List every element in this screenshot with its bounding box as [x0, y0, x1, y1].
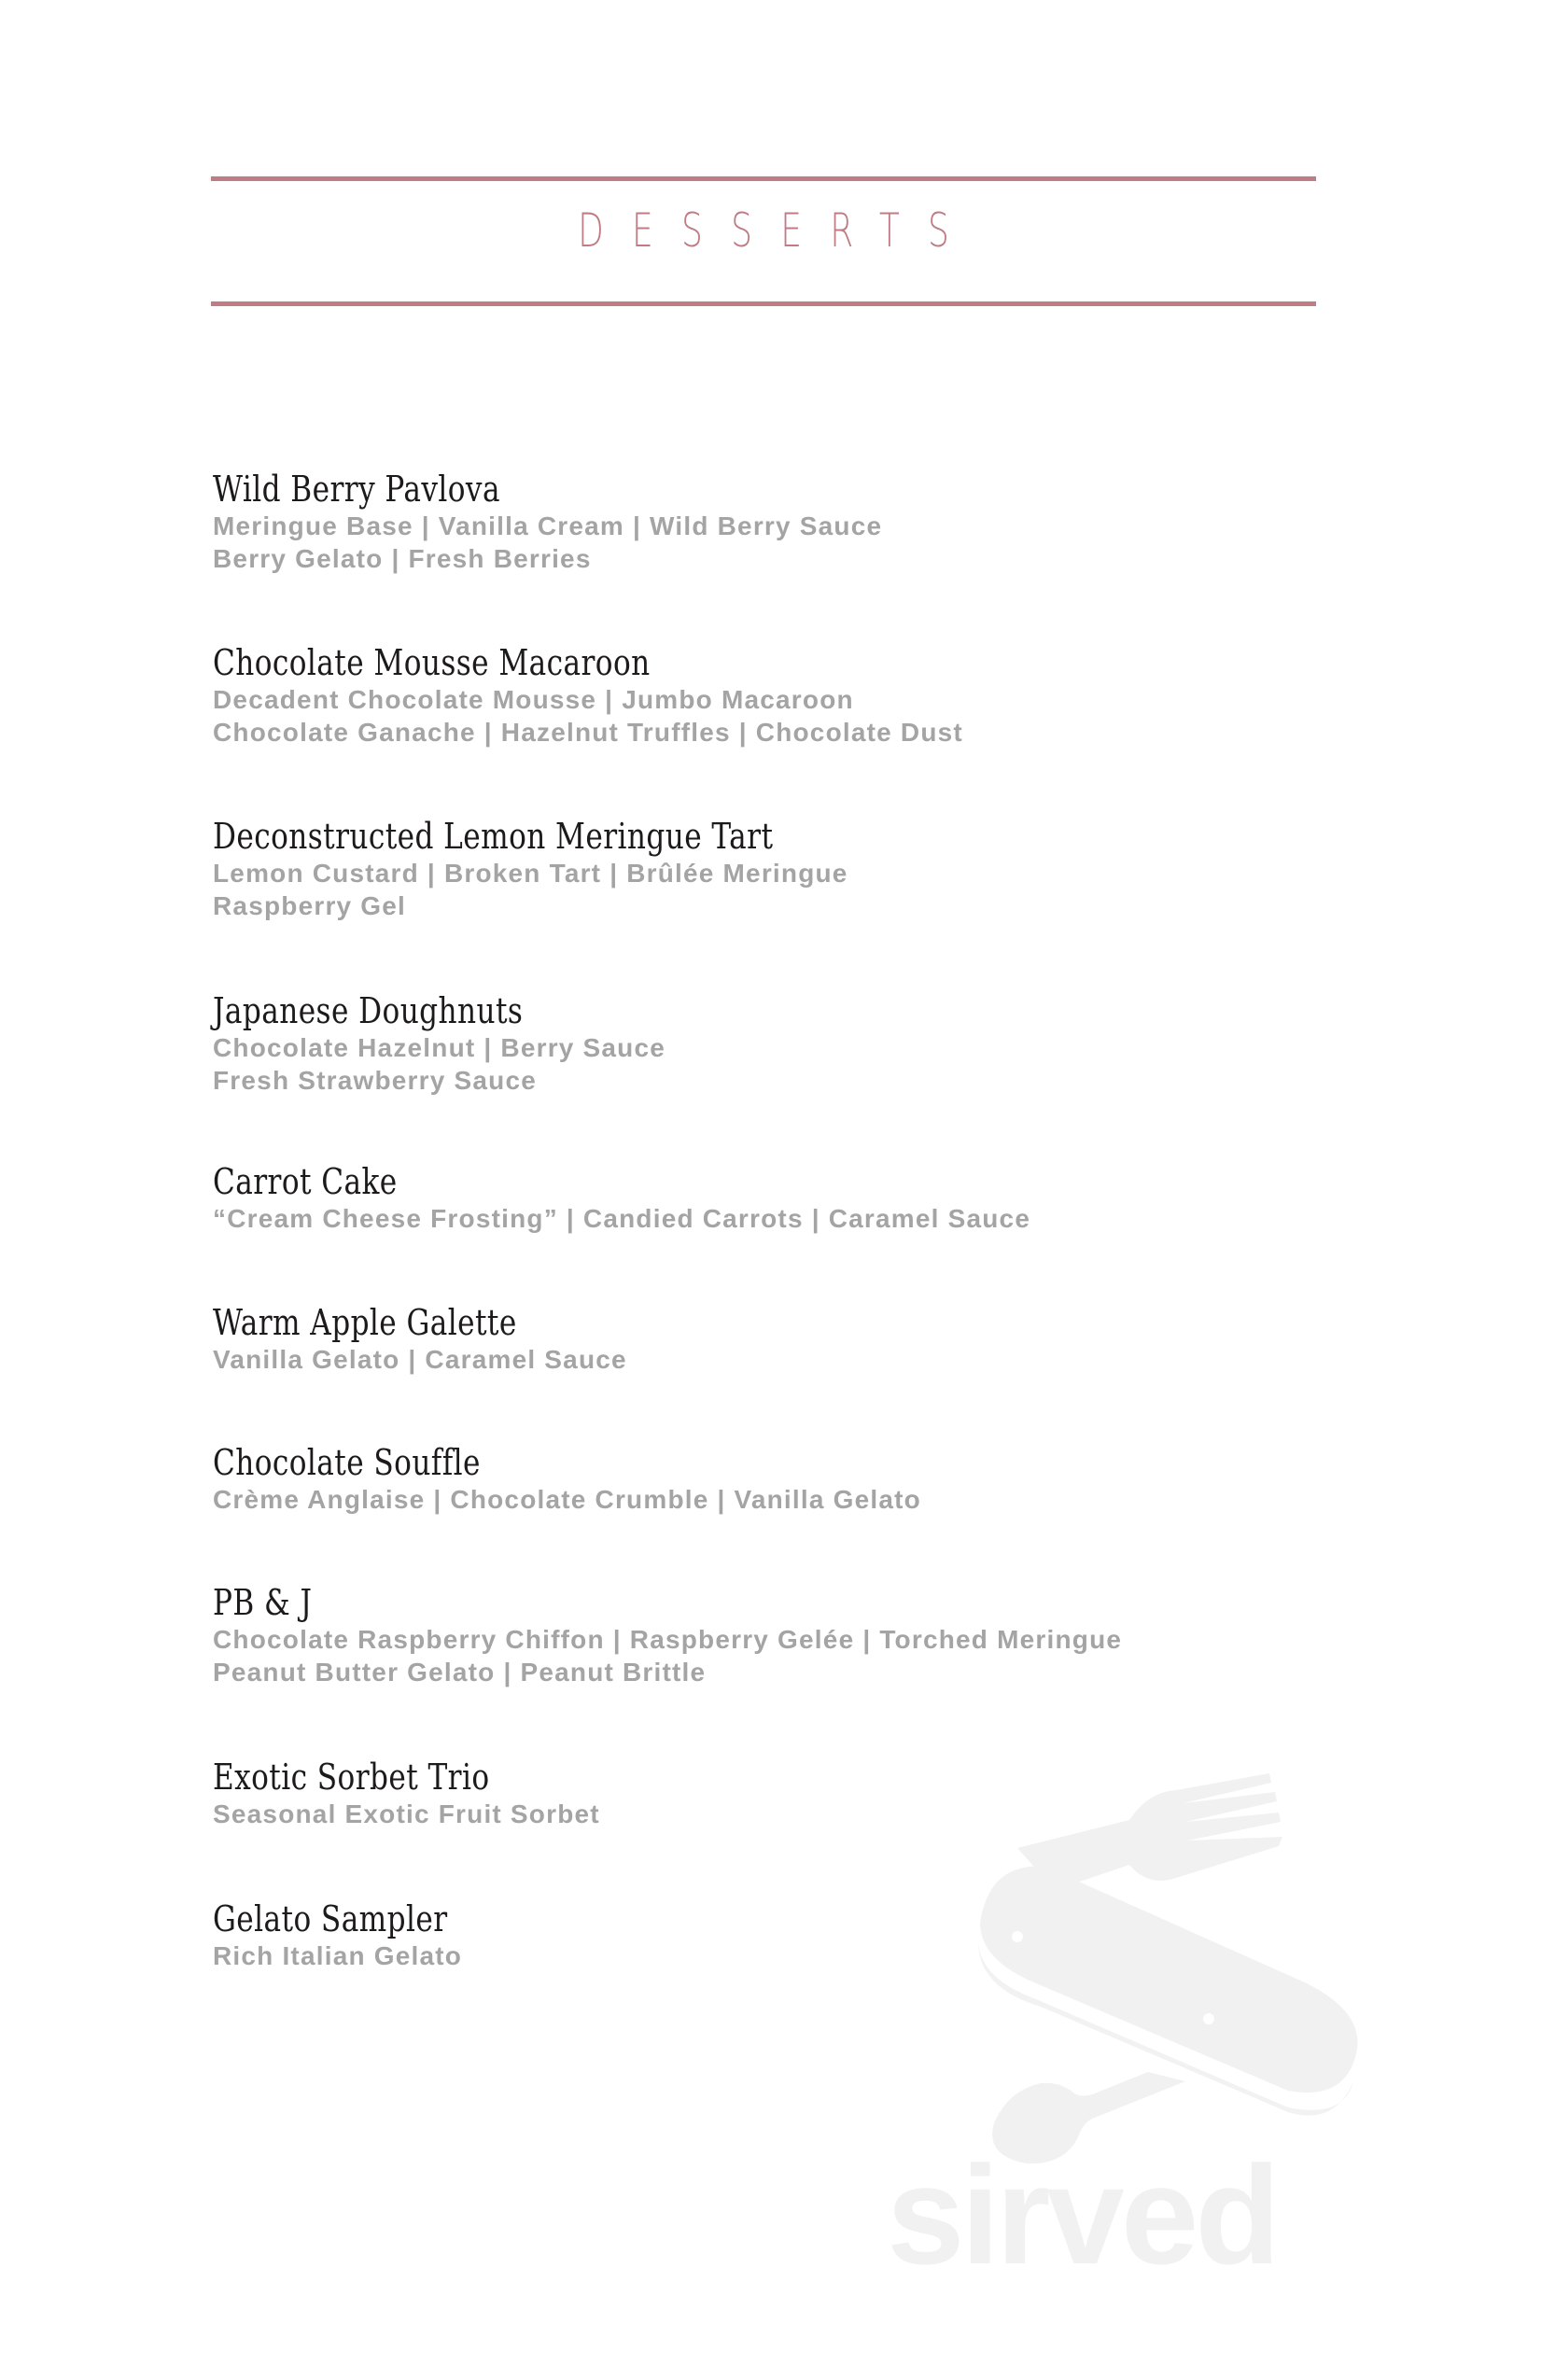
menu-item-name: PB & J — [213, 1582, 313, 1623]
bottom-divider — [211, 301, 1316, 306]
fork-spoon-knife-icon — [978, 1773, 1357, 2163]
menu-item-description: Chocolate Hazelnut | Berry Sauce — [213, 1033, 666, 1062]
menu-item-description: Vanilla Gelato | Caramel Sauce — [213, 1345, 627, 1374]
watermark-text: sirved — [887, 2136, 1277, 2277]
menu-item-description: Chocolate Raspberry Chiffon | Raspberry Gelée | Torched Meringue — [213, 1625, 1123, 1654]
menu-item — [213, 816, 896, 922]
menu-item-description: Fresh Strawberry Sauce — [213, 1066, 537, 1095]
menu-item-description: Crème Anglaise | Chocolate Crumble | Vanilla Gelato — [213, 1485, 921, 1514]
menu-item-name: Japanese Doughnuts — [213, 990, 524, 1031]
menu-item-name: Chocolate Mousse Macaroon — [213, 642, 651, 683]
top-divider — [211, 176, 1316, 181]
sirved-watermark — [868, 1755, 1521, 2277]
menu-item-description: Raspberry Gel — [213, 891, 407, 920]
menu-item-description: Peanut Butter Gelato | Peanut Brittle — [213, 1658, 707, 1687]
menu-item — [213, 1302, 627, 1376]
menu-item — [213, 1442, 921, 1516]
menu-item-name: Exotic Sorbet Trio — [213, 1757, 490, 1798]
menu-item — [213, 990, 665, 1097]
menu-item-name: Carrot Cake — [213, 1161, 398, 1202]
section-title: DESSERTS — [578, 203, 978, 258]
menu-item-description: Rich Italian Gelato — [213, 1941, 463, 1970]
menu-item-description: Lemon Custard | Broken Tart | Brûlée Meringue — [213, 859, 848, 888]
menu-item-name: Warm Apple Galette — [213, 1302, 517, 1343]
menu-item-description: Chocolate Ganache | Hazelnut Truffles | Chocolate Dust — [213, 718, 963, 747]
menu-item — [213, 642, 963, 749]
menu-item — [213, 469, 882, 575]
menu-item-name: Chocolate Souffle — [213, 1442, 481, 1483]
menu-item-description: Berry Gelato | Fresh Berries — [213, 544, 592, 573]
menu-item-name: Deconstructed Lemon Meringue Tart — [213, 816, 774, 857]
menu-item — [213, 1757, 600, 1830]
menu-item — [213, 1161, 1030, 1235]
menu-item-description: Decadent Chocolate Mousse | Jumbo Macaroon — [213, 685, 854, 714]
menu-item-description: “Cream Cheese Frosting” | Candied Carrots | Caramel Sauce — [213, 1204, 1031, 1233]
menu-item-description: Meringue Base | Vanilla Cream | Wild Berry Sauce — [213, 511, 883, 540]
menu-item — [213, 1898, 499, 1972]
menu-item-name: Wild Berry Pavlova — [213, 469, 500, 510]
menu-item-name: Gelato Sampler — [213, 1898, 448, 1939]
menu-item-description: Seasonal Exotic Fruit Sorbet — [213, 1799, 600, 1828]
menu-item — [213, 1582, 1122, 1688]
